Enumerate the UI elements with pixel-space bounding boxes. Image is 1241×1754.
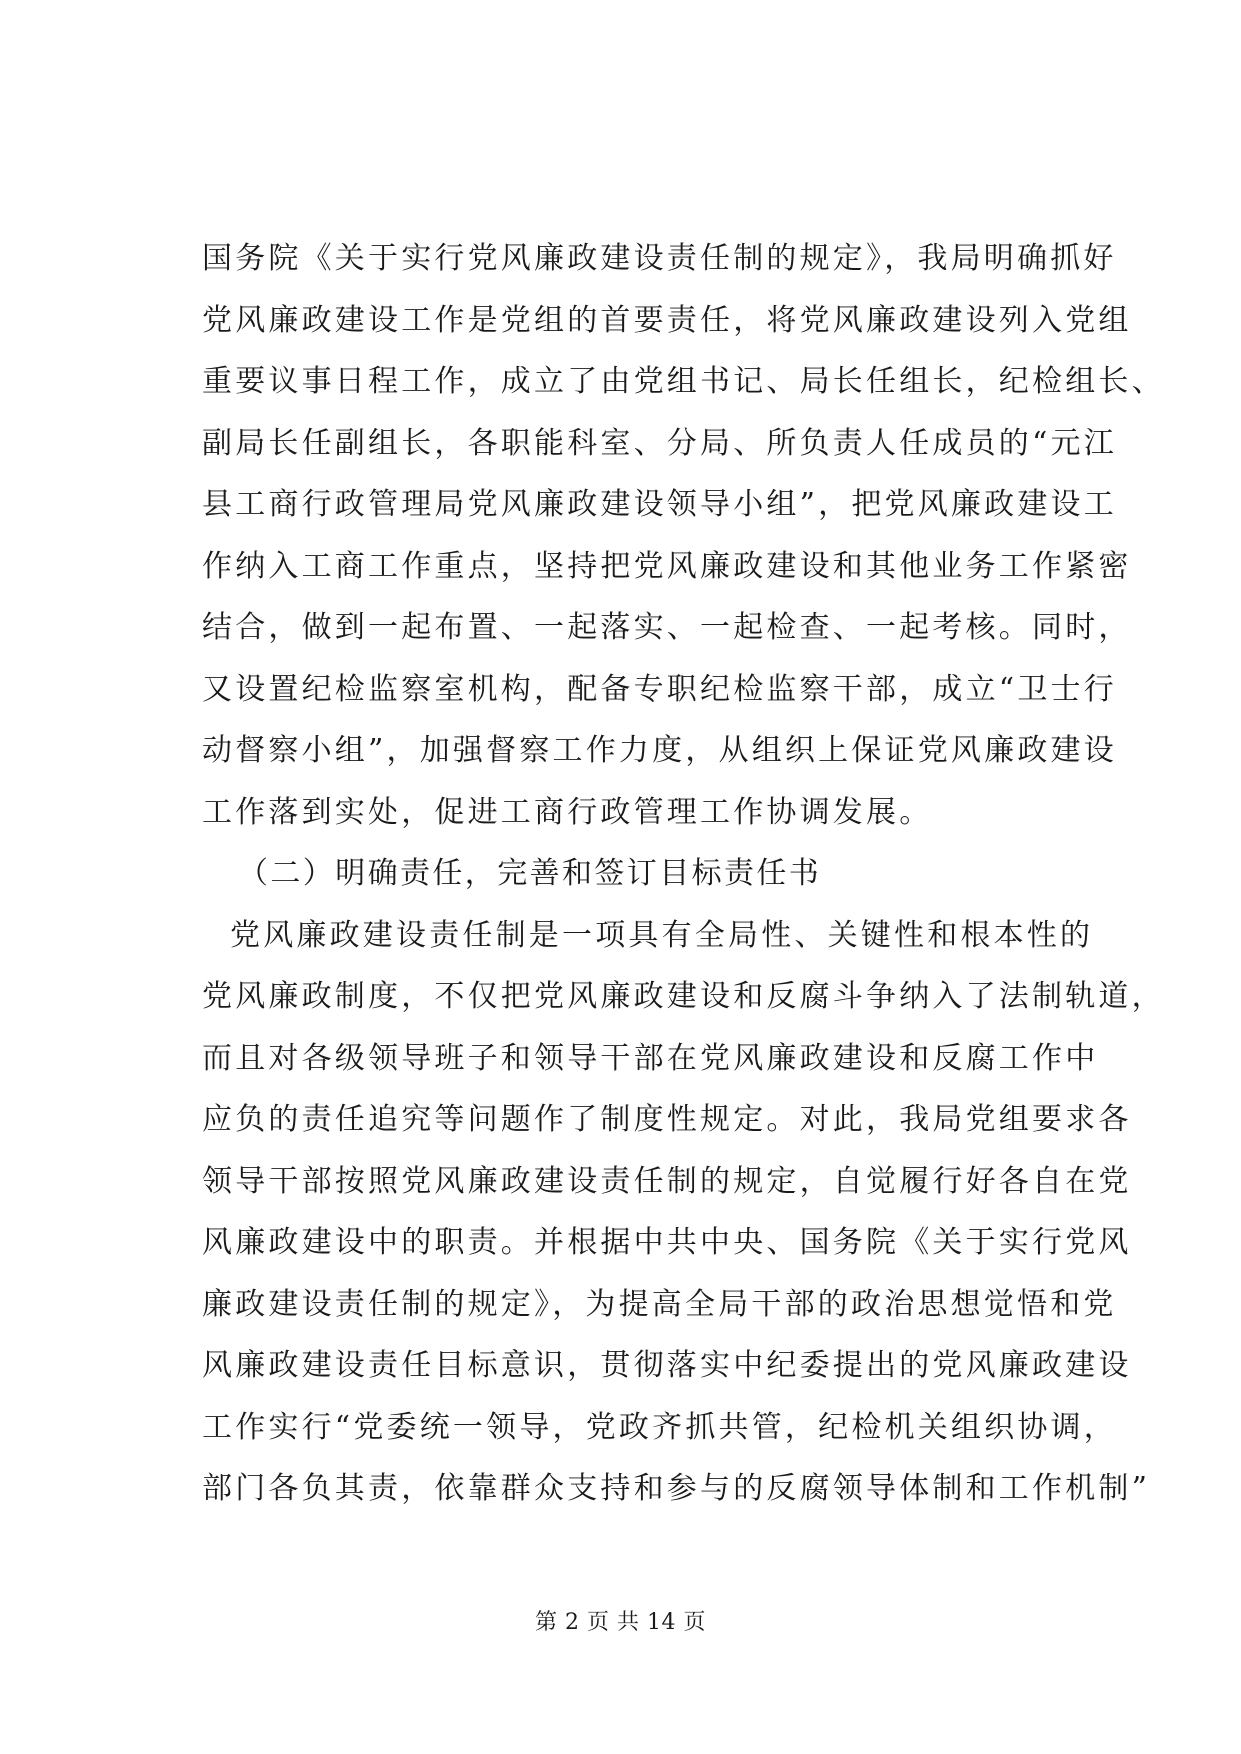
text-line: 重要议事日程工作，成立了由党组书记、局长任组长，纪检组长、 [202,364,1165,399]
text-line: 工作落到实处，促进工商行政管理工作协调发展。 [202,794,933,830]
text-line: 风廉政建设中的职责。并根据中共中央、国务院《关于实行党风 [202,1225,1132,1260]
text-line: 而且对各级领导班子和领导干部在党风廉政建设和反腐工作中 [202,1040,1099,1076]
text-line: 国务院《关于实行党风廉政建设责任制的规定》，我局明确抓好 [202,241,1117,276]
text-line: 副局长任副组长，各职能科室、分局、所负责人任成员的“元江 [202,425,1117,461]
text-line: 县工商行政管理局党风廉政建设领导小组”，把党风廉政建设工 [202,487,1117,522]
text-line: 结合，做到一起布置、一起落实、一起检查、一起考核。同时， [202,610,1132,645]
text-line: 工作实行“党委统一领导，党政齐抓共管，纪检机关组织协调， [202,1409,1117,1445]
text-line: 作纳入工商工作重点，坚持把党风廉政建设和其他业务工作紧密 [202,548,1132,584]
section-heading: （二）明确责任，完善和签订目标责任书 [238,856,822,891]
text-line: 领导干部按照党风廉政建设责任制的规定，自觉履行好各自在党 [202,1163,1132,1199]
text-line: 风廉政建设责任目标意识，贯彻落实中纪委提出的党风廉政建设 [202,1348,1132,1383]
text-line: 又设置纪检监察室机构，配备专职纪检监察干部，成立“卫士行 [202,671,1117,707]
text-line: 党风廉政建设责任制是一项具有全局性、关键性和根本性的 [230,917,1094,953]
text-line: 部门各负其责，依靠群众支持和参与的反腐领导体制和工作机制” [202,1471,1151,1506]
text-line: 廉政建设责任制的规定》，为提高全局干部的政治思想觉悟和党 [202,1286,1117,1322]
document-body [202,228,1165,1520]
text-line: 动督察小组”，加强督察工作力度，从组织上保证党风廉政建设 [202,733,1117,768]
text-line: 党风廉政建设工作是党组的首要责任，将党风廉政建设列入党组 [202,302,1132,338]
page-number-footer: 第 2 页 共 14 页 [535,1610,706,1635]
text-line: 应负的责任追究等问题作了制度性规定。对此，我局党组要求各 [202,1102,1132,1137]
text-line: 党风廉政制度，不仅把党风廉政建设和反腐斗争纳入了法制轨道， [202,979,1165,1014]
